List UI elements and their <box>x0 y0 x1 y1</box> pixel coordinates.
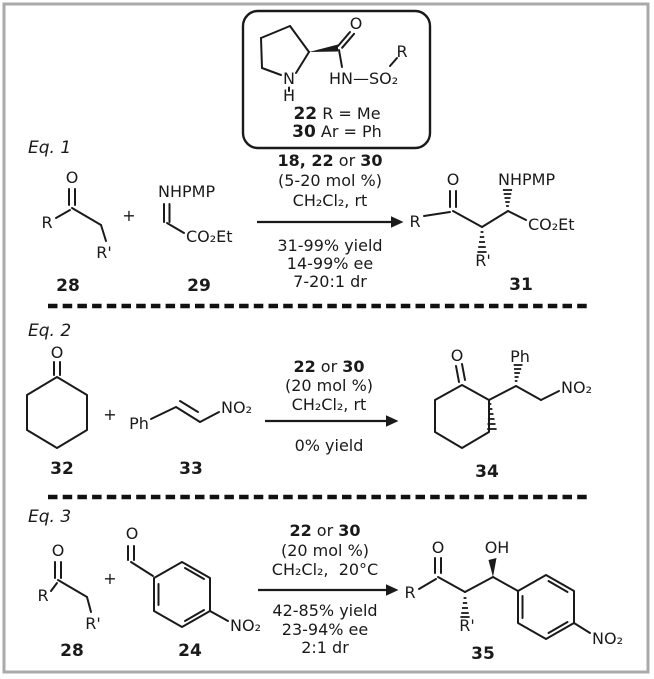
eq2-catalysts-line: 22 or 30 <box>293 357 365 376</box>
eq2-reaction-arrow <box>265 357 399 455</box>
eq3-ketone-28 <box>37 541 100 661</box>
benzene-ring <box>154 562 210 627</box>
eq3-ee-line: 23-94% ee <box>281 620 369 639</box>
cyclohexane-ring <box>435 385 489 448</box>
ester-label: CO₂Et <box>186 227 233 246</box>
stereo-bold-wedge <box>489 558 497 577</box>
stereo-bold-wedge <box>309 45 338 53</box>
atom-o-label: O <box>431 538 445 557</box>
eq3-solvent-line: CH₂Cl₂, 20°C <box>271 560 379 579</box>
compound-32-label: 32 <box>50 459 74 479</box>
eq2-cyclohexanone-32 <box>27 343 87 479</box>
eq3-aldehyde-24 <box>126 524 261 661</box>
atom-no2-label: NO₂ <box>221 398 252 417</box>
atom-o-label: O <box>50 343 64 362</box>
atom-rprime-label: R' <box>85 614 101 633</box>
atom-o-label: O <box>51 541 65 560</box>
eq1-ketone-28 <box>41 168 111 296</box>
eq1-ee-line: 14-99% ee <box>286 254 374 273</box>
eq2-loading-line: (20 mol %) <box>284 376 374 395</box>
catalyst-structure <box>261 14 408 105</box>
eq2-product-34 <box>435 346 592 482</box>
atom-r-label: R <box>409 212 421 231</box>
atom-o-label: O <box>446 170 460 189</box>
ester-label: CO₂Et <box>528 215 575 234</box>
atom-rprime-label: R' <box>96 243 112 262</box>
eq1-loading-line: (5-20 mol %) <box>278 171 382 190</box>
eq1-catalysts-line: 18, 22 or 30 <box>277 151 383 170</box>
carbonyl-o-label: O <box>349 14 363 33</box>
compound-28-label: 28 <box>56 276 80 296</box>
plus-sign: + <box>103 569 117 588</box>
benzene-ring <box>518 575 574 639</box>
eq3-label: Eq. 3 <box>28 507 72 527</box>
compound-34-label: 34 <box>475 462 499 482</box>
pyrrolidine-n-label: N <box>283 69 295 88</box>
compound-29-label: 29 <box>187 276 211 296</box>
atom-r-label: R <box>41 213 53 232</box>
catalyst-entry-22: 22 R = Me <box>293 104 381 124</box>
eq2-label: Eq. 2 <box>28 321 72 341</box>
atom-no2-label: NO₂ <box>561 378 592 397</box>
eq3-product-35 <box>404 538 623 664</box>
eq2-nitroalkene-33 <box>129 398 252 479</box>
eq1-product-31 <box>409 170 574 295</box>
compound-28-label: 28 <box>60 641 84 661</box>
arrowhead <box>391 216 404 228</box>
eq2-section <box>27 321 592 482</box>
eq1-reaction-arrow <box>257 151 404 291</box>
compound-24-label: 24 <box>178 641 202 661</box>
eq1-yield-line: 31-99% yield <box>277 236 383 255</box>
eq1-solvent-line: CH₂Cl₂, rt <box>292 191 368 210</box>
eq1-imine-29 <box>158 182 233 296</box>
eq3-dr-line: 2:1 dr <box>301 638 349 657</box>
atom-oh-label: OH <box>484 538 510 557</box>
sulfonyl-r-label: R <box>396 42 408 61</box>
compound-31-label: 31 <box>509 275 533 295</box>
nhpmp-label: NHPMP <box>498 170 556 189</box>
eq3-catalysts-line: 22 or 30 <box>289 521 361 540</box>
eq3-yield-line: 42-85% yield <box>272 601 378 620</box>
stereo-hash-wedge-up <box>503 190 512 206</box>
arrowhead <box>386 415 399 427</box>
plus-sign: + <box>122 206 136 225</box>
atom-o-label: O <box>125 524 139 543</box>
nhpmp-label: NHPMP <box>158 182 216 201</box>
compound-33-label: 33 <box>179 459 203 479</box>
atom-ph-label: Ph <box>510 347 530 366</box>
compound-35-label: 35 <box>471 644 495 664</box>
plus-sign: + <box>103 405 117 424</box>
atom-no2-label: NO₂ <box>592 629 623 648</box>
stereo-hash-wedge-up <box>514 365 523 381</box>
atom-rprime-label: R' <box>475 251 491 270</box>
atom-o-label: O <box>450 346 464 365</box>
eq3-loading-line: (20 mol %) <box>280 541 370 560</box>
catalyst-entry-30: 30 Ar = Ph <box>292 122 382 142</box>
atom-no2-label: NO₂ <box>230 616 261 635</box>
sulfonamide-hn-so2-label: HN—SO₂ <box>329 69 399 88</box>
atom-ph-label: Ph <box>129 414 149 433</box>
eq1-section <box>28 138 575 296</box>
stereo-hash-wedge-down <box>477 232 486 252</box>
atom-r-label: R <box>37 586 49 605</box>
catalyst-box <box>243 11 430 148</box>
eq2-yield-line: 0% yield <box>294 436 364 455</box>
eq1-dr-line: 7-20:1 dr <box>293 272 367 291</box>
pyrrolidine-nh-label: H <box>282 86 296 105</box>
atom-rprime-label: R' <box>459 616 475 635</box>
eq3-reaction-arrow <box>258 521 399 657</box>
atom-o-label: O <box>65 168 79 187</box>
eq3-section <box>28 507 623 664</box>
stereo-hash-wedge-down <box>460 598 469 617</box>
arrowhead <box>386 584 399 596</box>
atom-r-label: R <box>404 583 416 602</box>
eq1-label: Eq. 1 <box>28 138 72 158</box>
cyclohexane-ring <box>27 377 87 448</box>
eq2-solvent-line: CH₂Cl₂, rt <box>291 395 367 414</box>
